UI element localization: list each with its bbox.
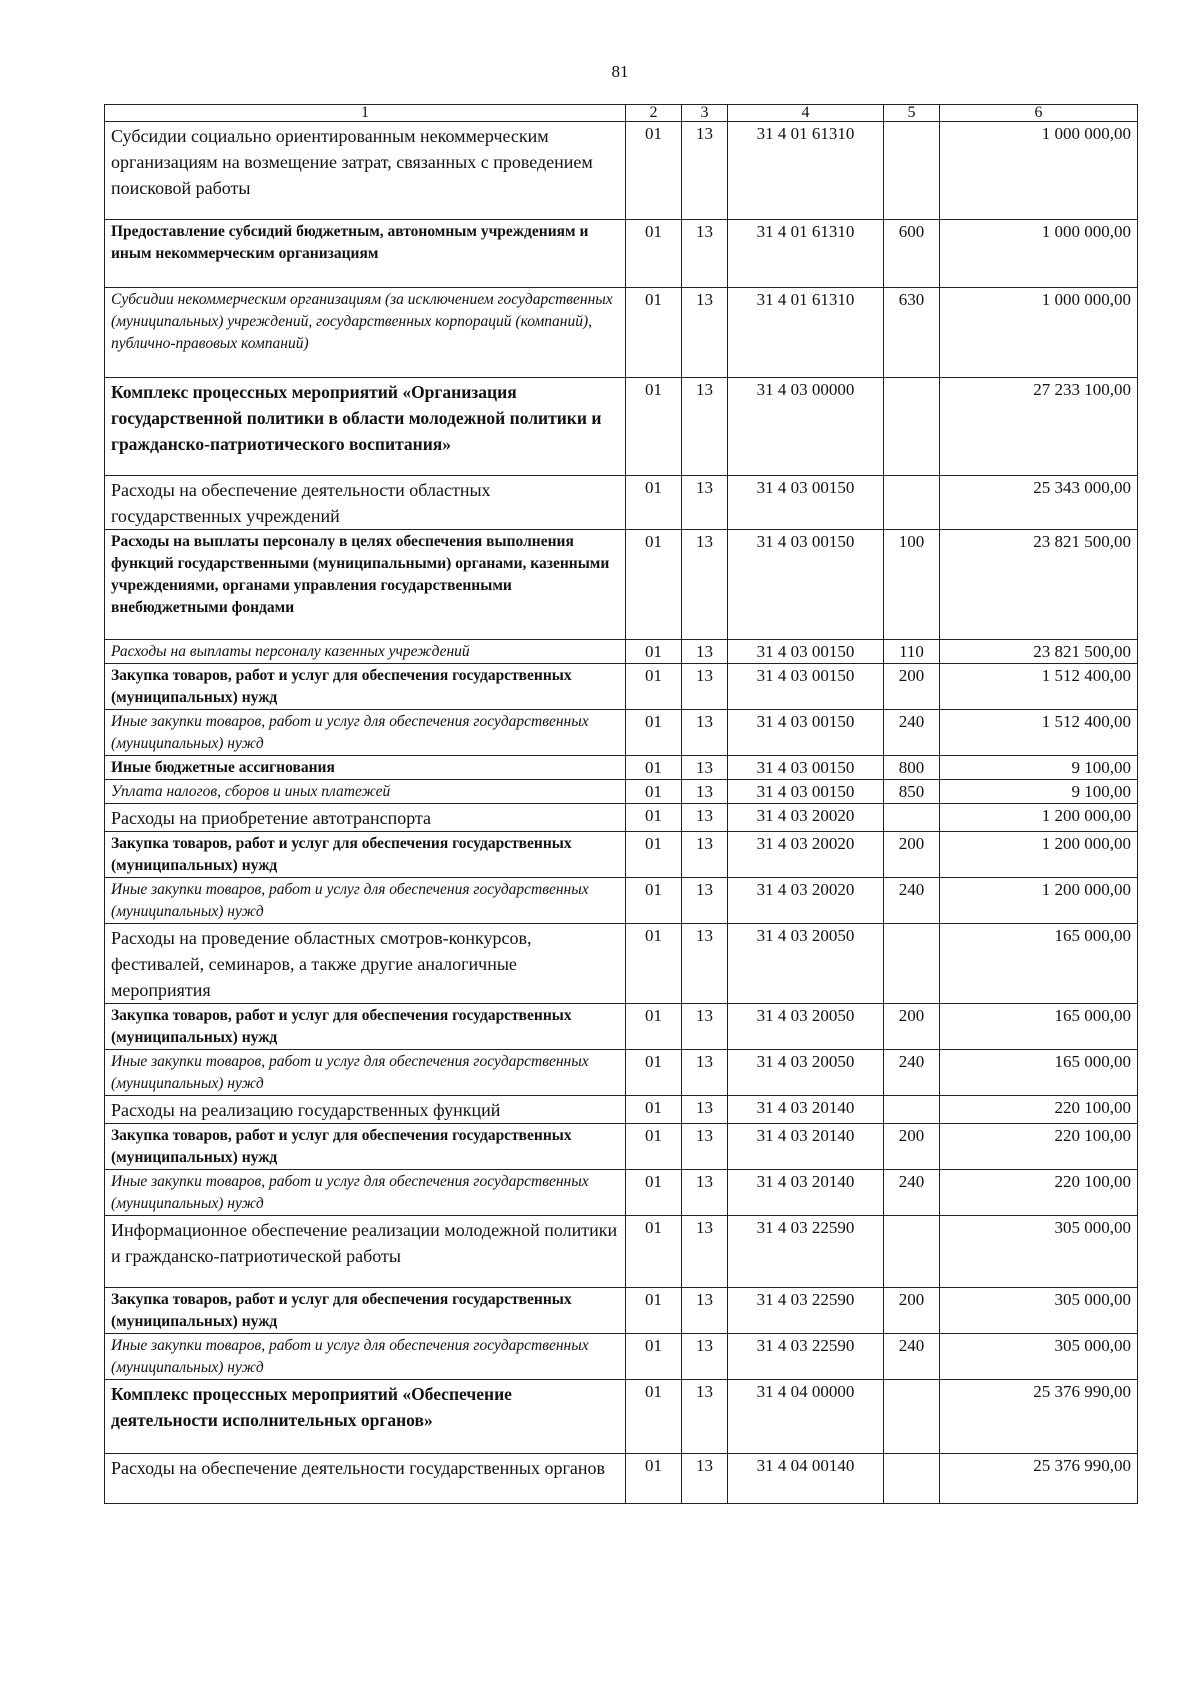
row-amount: 165 000,00: [940, 1050, 1138, 1096]
row-expense-type: 800: [884, 756, 940, 780]
row-amount: 165 000,00: [940, 924, 1138, 1004]
table-row: [105, 832, 1138, 878]
row-section-code: 01: [626, 804, 682, 832]
row-target-article: 31 4 01 61310: [728, 122, 884, 220]
row-subsection-code: 13: [682, 1216, 728, 1288]
row-subsection-code: 13: [682, 122, 728, 220]
row-target-article: 31 4 03 20140: [728, 1124, 884, 1170]
row-target-article: 31 4 03 22590: [728, 1288, 884, 1334]
table-row: [105, 1216, 1138, 1288]
row-subsection-code: 13: [682, 220, 728, 288]
row-subsection-code: 13: [682, 530, 728, 640]
row-expense-type: [884, 924, 940, 1004]
row-subsection-code: 13: [682, 832, 728, 878]
table-row: [105, 476, 1138, 530]
row-subsection-code: 13: [682, 664, 728, 710]
table-row: [105, 780, 1138, 804]
row-expense-type: 240: [884, 1334, 940, 1380]
row-section-code: 01: [626, 924, 682, 1004]
row-amount: 1 000 000,00: [940, 220, 1138, 288]
row-expense-type: 200: [884, 1124, 940, 1170]
row-description: Расходы на выплаты персоналу казенных учреждений: [105, 640, 626, 664]
row-subsection-code: 13: [682, 640, 728, 664]
row-target-article: 31 4 03 20020: [728, 832, 884, 878]
row-description: Комплекс процессных мероприятий «Обеспечение деятельности исполнительных органов»: [105, 1380, 626, 1454]
row-section-code: 01: [626, 378, 682, 476]
row-section-code: 01: [626, 832, 682, 878]
row-target-article: 31 4 03 20020: [728, 804, 884, 832]
table-row: [105, 288, 1138, 378]
row-section-code: 01: [626, 288, 682, 378]
row-section-code: 01: [626, 220, 682, 288]
row-description: Иные закупки товаров, работ и услуг для обеспечения государственных (муниципальных) нужд: [105, 710, 626, 756]
row-amount: 1 200 000,00: [940, 878, 1138, 924]
table-row: [105, 530, 1138, 640]
row-description: Уплата налогов, сборов и иных платежей: [105, 780, 626, 804]
row-subsection-code: 13: [682, 804, 728, 832]
row-description: Предоставление субсидий бюджетным, автономным учреждениям и иным некоммерческим организациям: [105, 220, 626, 288]
row-section-code: 01: [626, 1380, 682, 1454]
row-description: Иные закупки товаров, работ и услуг для обеспечения государственных (муниципальных) нужд: [105, 1334, 626, 1380]
row-subsection-code: 13: [682, 1380, 728, 1454]
row-expense-type: 200: [884, 664, 940, 710]
table-row: [105, 1050, 1138, 1096]
row-subsection-code: 13: [682, 756, 728, 780]
row-amount: 1 512 400,00: [940, 664, 1138, 710]
row-amount: 23 821 500,00: [940, 640, 1138, 664]
table-row: [105, 1334, 1138, 1380]
row-description: Иные бюджетные ассигнования: [105, 756, 626, 780]
row-section-code: 01: [626, 1454, 682, 1504]
row-target-article: 31 4 03 00000: [728, 378, 884, 476]
row-target-article: 31 4 03 00150: [728, 780, 884, 804]
table-row: [105, 640, 1138, 664]
row-expense-type: [884, 804, 940, 832]
row-expense-type: 200: [884, 1288, 940, 1334]
row-subsection-code: 13: [682, 1454, 728, 1504]
row-amount: 1 512 400,00: [940, 710, 1138, 756]
row-expense-type: 100: [884, 530, 940, 640]
row-section-code: 01: [626, 710, 682, 756]
row-amount: 305 000,00: [940, 1334, 1138, 1380]
table-row: [105, 1170, 1138, 1216]
row-target-article: 31 4 03 20140: [728, 1096, 884, 1124]
table-row: [105, 664, 1138, 710]
row-description: Закупка товаров, работ и услуг для обеспечения государственных (муниципальных) нужд: [105, 1124, 626, 1170]
table-row: [105, 878, 1138, 924]
row-subsection-code: 13: [682, 1096, 728, 1124]
row-expense-type: 630: [884, 288, 940, 378]
row-subsection-code: 13: [682, 378, 728, 476]
row-description: Информационное обеспечение реализации молодежной политики и гражданско-патриотической работы: [105, 1216, 626, 1288]
row-subsection-code: 13: [682, 1124, 728, 1170]
row-description: Расходы на приобретение автотранспорта: [105, 804, 626, 832]
row-target-article: 31 4 03 00150: [728, 756, 884, 780]
row-section-code: 01: [626, 1096, 682, 1124]
row-subsection-code: 13: [682, 1334, 728, 1380]
header-col-5: 5: [884, 105, 940, 122]
row-expense-type: 600: [884, 220, 940, 288]
row-expense-type: 240: [884, 710, 940, 756]
row-target-article: 31 4 01 61310: [728, 220, 884, 288]
row-amount: 220 100,00: [940, 1170, 1138, 1216]
row-target-article: 31 4 03 20050: [728, 1050, 884, 1096]
table-row: [105, 220, 1138, 288]
table-row: [105, 924, 1138, 1004]
row-amount: 25 376 990,00: [940, 1380, 1138, 1454]
row-expense-type: 240: [884, 878, 940, 924]
row-expense-type: 110: [884, 640, 940, 664]
row-subsection-code: 13: [682, 1050, 728, 1096]
table-row: [105, 378, 1138, 476]
row-expense-type: [884, 122, 940, 220]
row-expense-type: [884, 1216, 940, 1288]
row-subsection-code: 13: [682, 1288, 728, 1334]
row-amount: 9 100,00: [940, 780, 1138, 804]
row-target-article: 31 4 03 00150: [728, 710, 884, 756]
row-target-article: 31 4 04 00140: [728, 1454, 884, 1504]
table-row: [105, 1288, 1138, 1334]
row-target-article: 31 4 03 00150: [728, 640, 884, 664]
row-amount: 220 100,00: [940, 1124, 1138, 1170]
row-section-code: 01: [626, 122, 682, 220]
row-amount: 25 376 990,00: [940, 1454, 1138, 1504]
table-row: [105, 122, 1138, 220]
table-row: [105, 1096, 1138, 1124]
row-expense-type: 200: [884, 832, 940, 878]
row-description: Закупка товаров, работ и услуг для обеспечения государственных (муниципальных) нужд: [105, 1288, 626, 1334]
row-description: Субсидии некоммерческим организациям (за исключением государственных (муниципальных) учреждений, государственных корпораций (компаний), публично-правовых компаний): [105, 288, 626, 378]
table-header-row: [105, 105, 1138, 122]
page-number: 81: [611, 62, 629, 81]
row-description: Закупка товаров, работ и услуг для обеспечения государственных (муниципальных) нужд: [105, 832, 626, 878]
row-description: Расходы на обеспечение деятельности государственных органов: [105, 1454, 626, 1504]
table-row: [105, 1004, 1138, 1050]
row-subsection-code: 13: [682, 780, 728, 804]
row-target-article: 31 4 03 22590: [728, 1216, 884, 1288]
row-target-article: 31 4 03 00150: [728, 476, 884, 530]
row-expense-type: [884, 1096, 940, 1124]
row-target-article: 31 4 03 20140: [728, 1170, 884, 1216]
row-amount: 27 233 100,00: [940, 378, 1138, 476]
row-expense-type: 200: [884, 1004, 940, 1050]
row-description: Иные закупки товаров, работ и услуг для обеспечения государственных (муниципальных) нужд: [105, 1050, 626, 1096]
row-expense-type: 240: [884, 1170, 940, 1216]
row-section-code: 01: [626, 1216, 682, 1288]
table-row: [105, 756, 1138, 780]
row-amount: 1 000 000,00: [940, 122, 1138, 220]
table-row: [105, 804, 1138, 832]
row-subsection-code: 13: [682, 1004, 728, 1050]
row-target-article: 31 4 03 22590: [728, 1334, 884, 1380]
header-col-3: 3: [682, 105, 728, 122]
row-subsection-code: 13: [682, 710, 728, 756]
row-section-code: 01: [626, 1170, 682, 1216]
header-col-4: 4: [728, 105, 884, 122]
row-description: Комплекс процессных мероприятий «Организация государственной политики в области молодежной политики и гражданско-патриотического воспитания»: [105, 378, 626, 476]
row-expense-type: [884, 1454, 940, 1504]
row-section-code: 01: [626, 1004, 682, 1050]
row-amount: 1 200 000,00: [940, 832, 1138, 878]
row-section-code: 01: [626, 878, 682, 924]
table-row: [105, 710, 1138, 756]
header-col-2: 2: [626, 105, 682, 122]
row-expense-type: 850: [884, 780, 940, 804]
row-description: Иные закупки товаров, работ и услуг для обеспечения государственных (муниципальных) нужд: [105, 878, 626, 924]
row-target-article: 31 4 01 61310: [728, 288, 884, 378]
row-description: Субсидии социально ориентированным некоммерческим организациям на возмещение затрат, связанных с проведением поисковой работы: [105, 122, 626, 220]
row-description: Закупка товаров, работ и услуг для обеспечения государственных (муниципальных) нужд: [105, 664, 626, 710]
row-amount: 25 343 000,00: [940, 476, 1138, 530]
row-description: Иные закупки товаров, работ и услуг для обеспечения государственных (муниципальных) нужд: [105, 1170, 626, 1216]
row-section-code: 01: [626, 780, 682, 804]
row-description: Закупка товаров, работ и услуг для обеспечения государственных (муниципальных) нужд: [105, 1004, 626, 1050]
row-subsection-code: 13: [682, 1170, 728, 1216]
budget-table: [104, 104, 1138, 1504]
row-subsection-code: 13: [682, 476, 728, 530]
row-amount: 220 100,00: [940, 1096, 1138, 1124]
row-description: Расходы на проведение областных смотров-конкурсов, фестивалей, семинаров, а также другие аналогичные мероприятия: [105, 924, 626, 1004]
row-section-code: 01: [626, 1334, 682, 1380]
row-expense-type: [884, 378, 940, 476]
row-amount: 305 000,00: [940, 1288, 1138, 1334]
row-description: Расходы на реализацию государственных функций: [105, 1096, 626, 1124]
row-section-code: 01: [626, 756, 682, 780]
row-amount: 9 100,00: [940, 756, 1138, 780]
row-section-code: 01: [626, 530, 682, 640]
row-section-code: 01: [626, 1124, 682, 1170]
row-subsection-code: 13: [682, 288, 728, 378]
row-target-article: 31 4 03 00150: [728, 664, 884, 710]
row-amount: 1 000 000,00: [940, 288, 1138, 378]
row-amount: 1 200 000,00: [940, 804, 1138, 832]
row-amount: 23 821 500,00: [940, 530, 1138, 640]
row-expense-type: [884, 1380, 940, 1454]
row-description: Расходы на обеспечение деятельности областных государственных учреждений: [105, 476, 626, 530]
row-subsection-code: 13: [682, 924, 728, 1004]
table-row: [105, 1124, 1138, 1170]
row-description: Расходы на выплаты персоналу в целях обеспечения выполнения функций государственными (муниципальными) органами, казенными учреждениями, органами управления государственными внебюджетными фондами: [105, 530, 626, 640]
row-expense-type: 240: [884, 1050, 940, 1096]
table-row: [105, 1454, 1138, 1504]
header-col-6: 6: [940, 105, 1138, 122]
row-section-code: 01: [626, 640, 682, 664]
row-section-code: 01: [626, 664, 682, 710]
row-section-code: 01: [626, 1050, 682, 1096]
row-section-code: 01: [626, 476, 682, 530]
row-expense-type: [884, 476, 940, 530]
row-amount: 305 000,00: [940, 1216, 1138, 1288]
row-target-article: 31 4 03 20050: [728, 924, 884, 1004]
table-row: [105, 1380, 1138, 1454]
row-target-article: 31 4 03 20050: [728, 1004, 884, 1050]
row-target-article: 31 4 04 00000: [728, 1380, 884, 1454]
row-target-article: 31 4 03 20020: [728, 878, 884, 924]
header-col-1: 1: [105, 105, 626, 122]
row-section-code: 01: [626, 1288, 682, 1334]
row-subsection-code: 13: [682, 878, 728, 924]
row-target-article: 31 4 03 00150: [728, 530, 884, 640]
row-amount: 165 000,00: [940, 1004, 1138, 1050]
